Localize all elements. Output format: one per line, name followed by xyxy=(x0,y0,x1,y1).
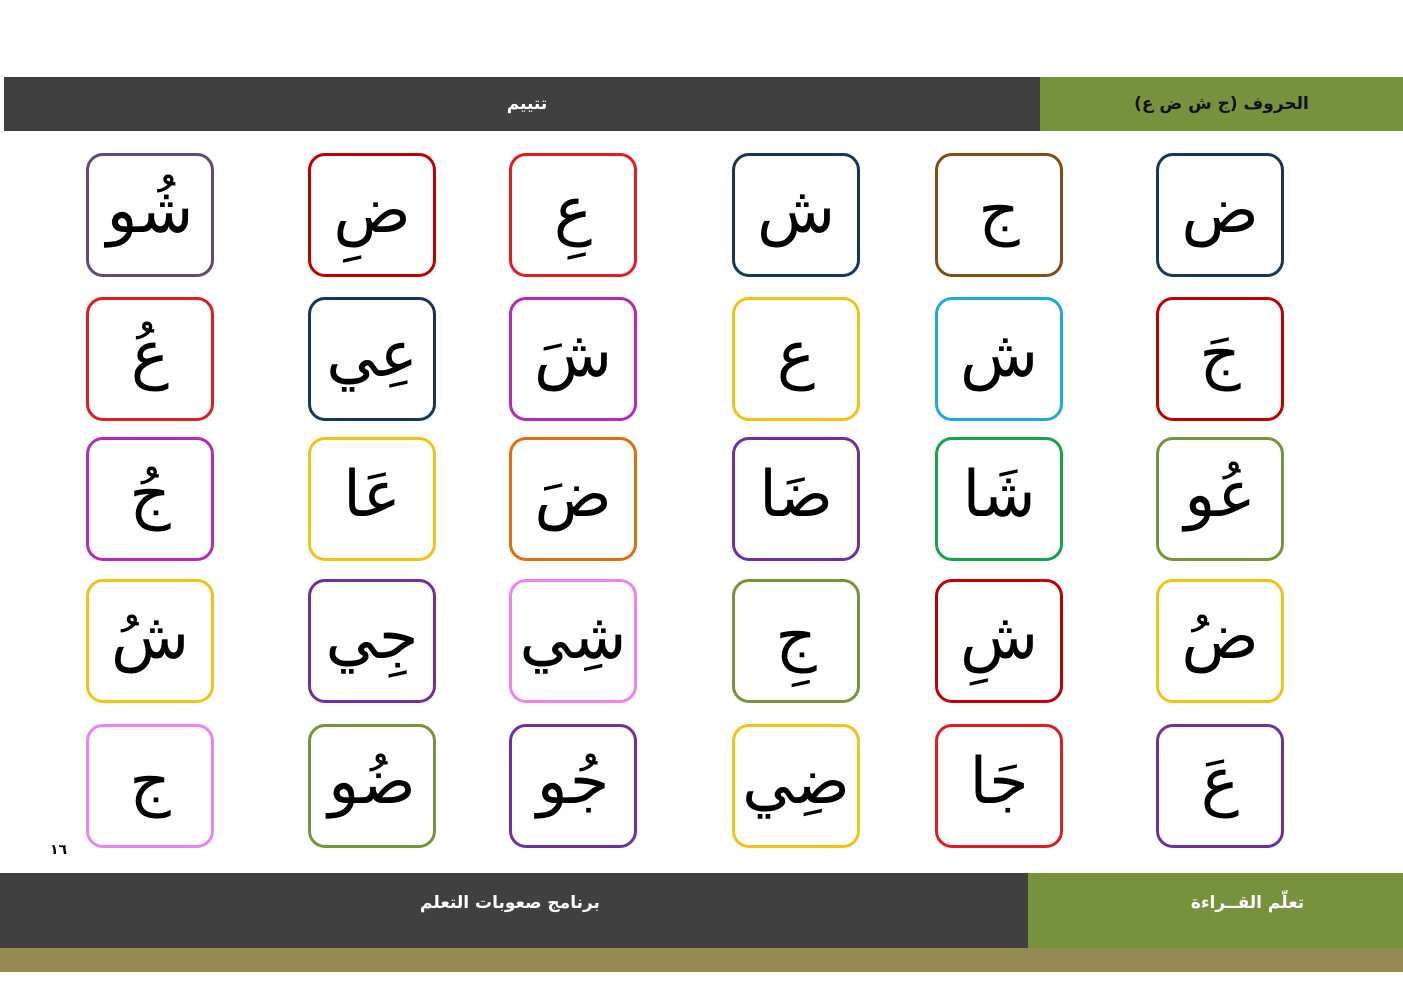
letter-card-text: جُ xyxy=(129,458,171,532)
letter-card-text: جِ xyxy=(775,600,817,674)
letter-card-text: ش xyxy=(959,318,1039,392)
letter-card xyxy=(509,297,637,421)
letter-card-text: جَ xyxy=(1199,318,1241,392)
letter-card xyxy=(732,437,860,561)
letter-card-text: ضَا xyxy=(759,458,833,532)
letter-card xyxy=(935,153,1063,277)
letter-card xyxy=(732,153,860,277)
letter-card-text: ضُ xyxy=(1181,600,1259,674)
letter-card-text: عِ xyxy=(553,174,593,248)
letter-card-text: عِي xyxy=(326,318,418,392)
letter-card xyxy=(509,579,637,703)
letter-card xyxy=(935,297,1063,421)
footer-stripe xyxy=(0,948,1403,972)
letter-card-text: ض xyxy=(1181,174,1259,248)
letter-card xyxy=(935,724,1063,848)
letter-card xyxy=(509,437,637,561)
letter-card xyxy=(935,579,1063,703)
letter-card-text: شَا xyxy=(962,458,1036,532)
letter-card-text: جُو xyxy=(536,745,610,819)
letter-card xyxy=(308,153,436,277)
letter-card xyxy=(86,297,214,421)
letter-card-text: عَا xyxy=(343,458,401,532)
letter-card xyxy=(1156,579,1284,703)
letter-card xyxy=(308,724,436,848)
letter-card-text: ضُو xyxy=(328,745,416,819)
letter-card xyxy=(86,437,214,561)
letter-card-text: شُو xyxy=(106,174,194,248)
letter-card xyxy=(732,579,860,703)
footer-program-bar xyxy=(0,873,1028,948)
letter-card-text: شُ xyxy=(110,600,190,674)
letter-card xyxy=(1156,724,1284,848)
letter-card-text: ج xyxy=(978,174,1020,248)
footer-book-bar xyxy=(1028,873,1403,948)
letter-card xyxy=(509,153,637,277)
letter-card xyxy=(308,437,436,561)
letter-card-text: ش xyxy=(756,174,836,248)
letter-card-text: ج xyxy=(129,745,171,819)
letter-card-text: عَ xyxy=(1200,745,1240,819)
letter-card-text: عُ xyxy=(130,318,170,392)
section-title: الحروف (ج ش ض ع) xyxy=(1134,94,1309,114)
letter-card-text: ضِي xyxy=(742,745,850,819)
letter-card xyxy=(732,724,860,848)
letter-card xyxy=(509,724,637,848)
letter-card-text: جِي xyxy=(325,600,419,674)
letter-card-text: شِي xyxy=(519,600,627,674)
page-title: تتييم xyxy=(506,94,548,114)
letter-card xyxy=(1156,297,1284,421)
letter-card-text: شِ xyxy=(959,600,1039,674)
footer-program-title: برنامج صعوبات التعلم xyxy=(420,892,600,913)
letter-card-text: عُو xyxy=(1184,458,1256,532)
letter-card xyxy=(308,579,436,703)
letter-card-text: جَا xyxy=(969,745,1029,819)
letter-card xyxy=(1156,153,1284,277)
letter-card-text: ضَ xyxy=(534,458,612,532)
page-number: ١٦ xyxy=(50,842,68,858)
footer-book-title: تعلّم القــراءة xyxy=(1190,892,1305,913)
letter-card-text: ع xyxy=(776,318,816,392)
letter-card xyxy=(86,153,214,277)
letter-card xyxy=(308,297,436,421)
letter-card xyxy=(935,437,1063,561)
letter-card xyxy=(86,724,214,848)
letter-card xyxy=(86,579,214,703)
letter-card xyxy=(1156,437,1284,561)
letter-card-text: شَ xyxy=(533,318,613,392)
letter-card-text: ضِ xyxy=(333,174,411,248)
letter-card xyxy=(732,297,860,421)
